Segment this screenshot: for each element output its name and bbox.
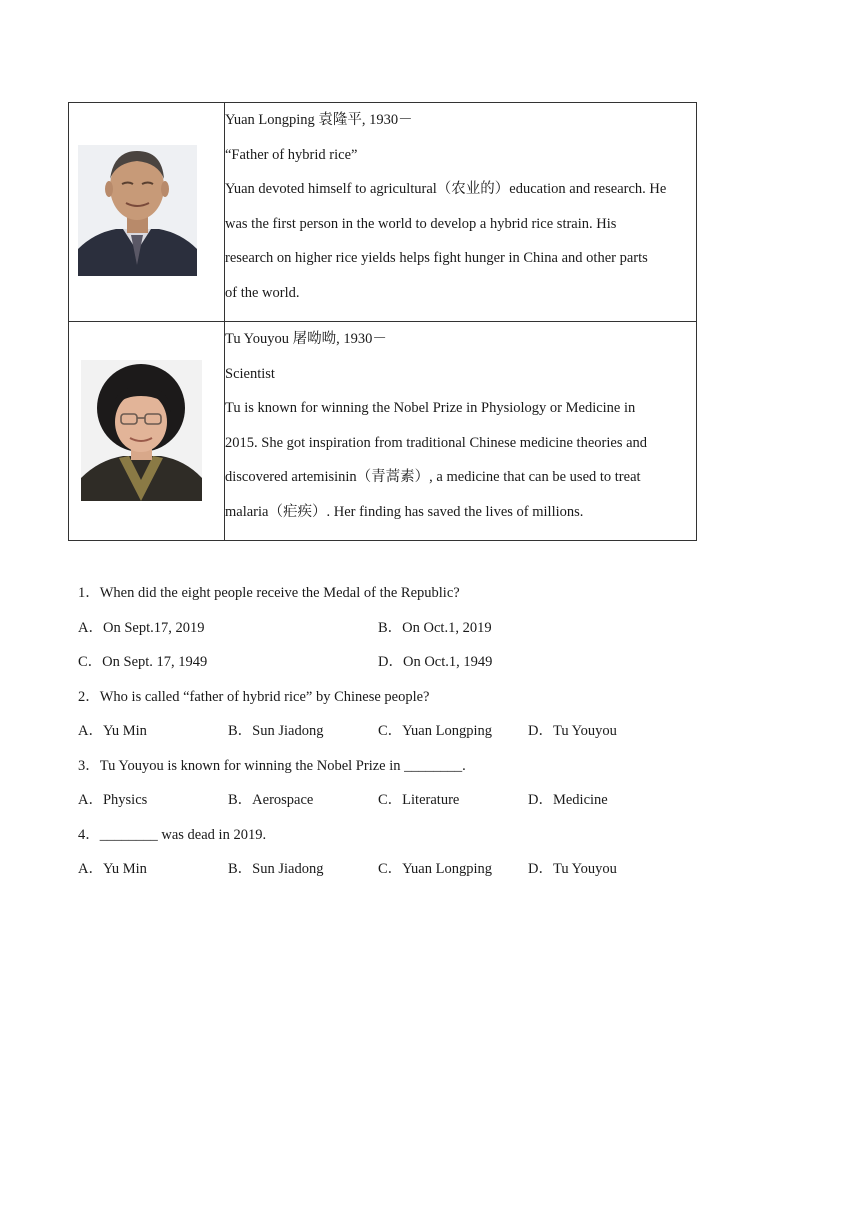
bio-desc-line: Yuan devoted himself to agricultural（农业的）education and research. He — [225, 181, 667, 198]
bio-desc-line: of the world. — [225, 284, 300, 301]
yuan-longping-portrait — [78, 145, 197, 276]
option-b[interactable]: B．On Oct.1, 2019 — [378, 619, 492, 636]
option-d[interactable]: D．Tu Youyou — [528, 861, 617, 877]
option-row — [78, 645, 778, 680]
photo-cell — [69, 103, 225, 322]
bio-name-line: Yuan Longping 袁隆平, 1930－ — [225, 112, 413, 128]
question-list — [78, 576, 778, 887]
option-c[interactable]: C．Yuan Longping — [378, 723, 492, 739]
bio-name-line: Tu Youyou 屠呦呦, 1930－ — [225, 331, 387, 347]
biography-table — [68, 102, 697, 541]
option-c[interactable]: C．Yuan Longping — [378, 861, 492, 877]
question-stem: 3．Tu Youyou is known for winning the Nobel Prize in ________. — [78, 757, 466, 774]
bio-row-tu-youyou — [69, 322, 697, 541]
option-a[interactable]: A．Yu Min — [78, 861, 147, 877]
option-row — [78, 783, 778, 818]
option-c[interactable]: C．On Sept. 17, 1949 — [78, 654, 208, 670]
option-row — [78, 852, 778, 887]
question-stem: 1．When did the eight people receive the Medal of the Republic? — [78, 585, 460, 601]
bio-title: Scientist — [225, 365, 275, 382]
bio-text-cell — [225, 322, 697, 541]
option-b[interactable]: B．Sun Jiadong — [228, 861, 324, 877]
bio-desc-line: discovered artemisinin（青蒿素）, a medicine that can be used to treat — [225, 469, 641, 486]
bio-desc-line: was the first person in the world to develop a hybrid rice strain. His — [225, 215, 617, 232]
question-stem: 2．Who is called “father of hybrid rice” by Chinese people? — [78, 688, 430, 705]
option-row — [78, 611, 778, 646]
option-d[interactable]: D．On Oct.1, 1949 — [378, 654, 493, 670]
tu-youyou-portrait — [81, 360, 202, 501]
option-a[interactable]: A．Yu Min — [78, 723, 147, 739]
bio-row-yuan-longping — [69, 103, 697, 322]
bio-text-cell — [225, 103, 697, 322]
option-b[interactable]: B．Sun Jiadong — [228, 723, 324, 739]
option-d[interactable]: D．Tu Youyou — [528, 723, 617, 739]
option-d[interactable]: D．Medicine — [528, 792, 608, 808]
bio-desc-line: research on higher rice yields helps fight hunger in China and other parts — [225, 250, 648, 267]
option-row — [78, 714, 778, 749]
photo-cell — [69, 322, 225, 541]
bio-desc-line: Tu is known for winning the Nobel Prize in Physiology or Medicine in — [225, 400, 636, 417]
option-b[interactable]: B．Aerospace — [228, 792, 314, 808]
option-a[interactable]: A．On Sept.17, 2019 — [78, 619, 205, 636]
bio-desc-line: malaria（疟疾）. Her finding has saved the lives of millions. — [225, 503, 584, 520]
question-stem: 4．________ was dead in 2019. — [78, 826, 267, 843]
option-a[interactable]: A．Physics — [78, 792, 148, 808]
bio-desc-line: 2015. She got inspiration from traditional Chinese medicine theories and — [225, 434, 648, 451]
bio-title: “Father of hybrid rice” — [225, 146, 358, 163]
option-c[interactable]: C．Literature — [378, 792, 460, 808]
